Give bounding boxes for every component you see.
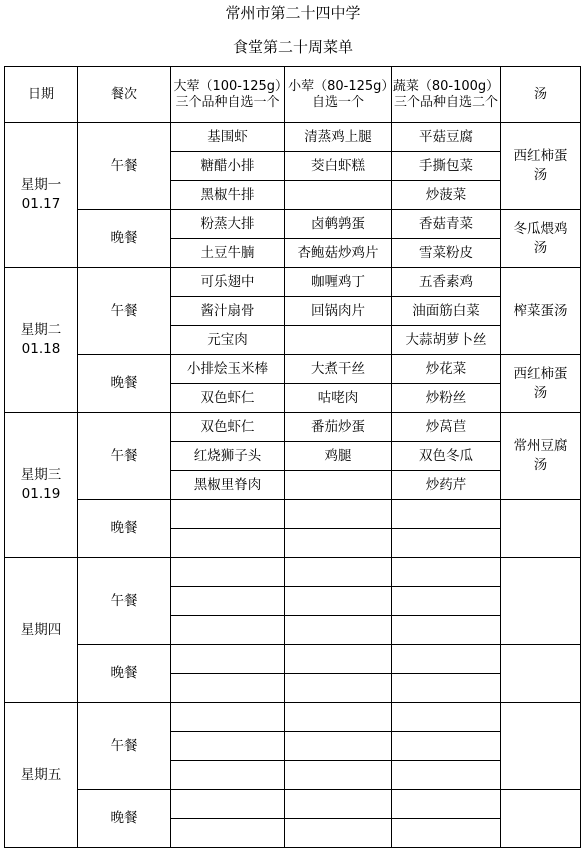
header-soup: 汤 <box>501 67 581 123</box>
meal-label: 晚餐 <box>78 355 171 413</box>
day-date: 01.18 <box>21 341 61 357</box>
dish-vegetable: 双色冬瓜 <box>392 442 501 471</box>
day-label: 星期五 <box>20 766 62 783</box>
dish-vegetable <box>392 790 501 819</box>
dish-small-meat: 番茄炒蛋 <box>285 413 392 442</box>
dish-big-meat: 黑椒牛排 <box>171 181 285 210</box>
soup-cell: 西红柿蛋汤 <box>501 355 581 413</box>
day-cell <box>5 268 78 413</box>
dish-small-meat: 咕咾肉 <box>285 384 392 413</box>
dish-small-meat <box>285 790 392 819</box>
dish-vegetable: 香菇青菜 <box>392 210 501 239</box>
dish-small-meat <box>285 732 392 761</box>
meal-label: 午餐 <box>78 703 171 790</box>
dish-vegetable <box>392 529 501 558</box>
dish-vegetable <box>392 645 501 674</box>
dish-vegetable <box>392 819 501 848</box>
dish-small-meat <box>285 703 392 732</box>
meal-label: 午餐 <box>78 413 171 500</box>
dish-small-meat: 鸡腿 <box>285 442 392 471</box>
dish-big-meat <box>171 500 285 529</box>
dish-small-meat: 茭白虾糕 <box>285 152 392 181</box>
dish-small-meat <box>285 645 392 674</box>
day-cell <box>5 123 78 268</box>
header-big-meat: 大荤（100-125g）三个品种自选一个 <box>171 67 285 123</box>
dish-vegetable: 炒莴苣 <box>392 413 501 442</box>
soup-cell: 榨菜蛋汤 <box>501 268 581 355</box>
dish-vegetable <box>392 616 501 645</box>
table-row <box>5 413 581 442</box>
table-row <box>5 703 581 732</box>
menu-body <box>5 123 581 848</box>
table-row <box>5 210 581 239</box>
dish-vegetable: 平菇豆腐 <box>392 123 501 152</box>
dish-vegetable: 炒药芹 <box>392 471 501 500</box>
dish-small-meat <box>285 616 392 645</box>
dish-big-meat <box>171 761 285 790</box>
soup-cell: 常州豆腐汤 <box>501 413 581 500</box>
dish-small-meat: 杏鲍菇炒鸡片 <box>285 239 392 268</box>
dish-vegetable: 油面筋白菜 <box>392 297 501 326</box>
soup-cell <box>501 645 581 703</box>
meal-label: 午餐 <box>78 123 171 210</box>
menu-subtitle: 食堂第二十周菜单 <box>232 38 353 56</box>
dish-small-meat <box>285 471 392 500</box>
dish-big-meat: 双色虾仁 <box>171 384 285 413</box>
dish-vegetable: 五香素鸡 <box>392 268 501 297</box>
table-row <box>5 790 581 819</box>
dish-small-meat: 清蒸鸡上腿 <box>285 123 392 152</box>
dish-vegetable <box>392 500 501 529</box>
day-cell <box>5 413 78 558</box>
header-meal: 餐次 <box>78 67 171 123</box>
day-cell <box>5 703 78 848</box>
dish-small-meat: 回锅肉片 <box>285 297 392 326</box>
table-row <box>5 558 581 587</box>
meal-label: 晚餐 <box>78 790 171 848</box>
dish-small-meat <box>285 326 392 355</box>
dish-vegetable: 手撕包菜 <box>392 152 501 181</box>
meal-label: 午餐 <box>78 558 171 645</box>
dish-small-meat <box>285 529 392 558</box>
soup-cell: 西红柿蛋汤 <box>501 123 581 210</box>
dish-vegetable: 大蒜胡萝卜丝 <box>392 326 501 355</box>
dish-small-meat <box>285 500 392 529</box>
table-row <box>5 355 581 384</box>
dish-vegetable: 炒粉丝 <box>392 384 501 413</box>
dish-big-meat <box>171 529 285 558</box>
dish-small-meat: 大煮干丝 <box>285 355 392 384</box>
dish-big-meat: 粉蒸大排 <box>171 210 285 239</box>
day-label: 星期三 <box>20 467 62 483</box>
soup-cell: 冬瓜煨鸡汤 <box>501 210 581 268</box>
dish-vegetable <box>392 732 501 761</box>
day-cell <box>5 558 78 703</box>
dish-vegetable: 炒菠菜 <box>392 181 501 210</box>
dish-big-meat <box>171 645 285 674</box>
dish-big-meat: 元宝肉 <box>171 326 285 355</box>
dish-big-meat <box>171 587 285 616</box>
dish-vegetable <box>392 587 501 616</box>
dish-big-meat <box>171 819 285 848</box>
dish-small-meat <box>285 674 392 703</box>
table-row <box>5 268 581 297</box>
header-vegetable: 蔬菜（80-100g）三个品种自选二个 <box>392 67 501 123</box>
dish-small-meat <box>285 558 392 587</box>
day-label: 星期四 <box>20 621 62 638</box>
meal-label: 晚餐 <box>78 645 171 703</box>
dish-big-meat: 土豆牛腩 <box>171 239 285 268</box>
dish-big-meat: 小排烩玉米棒 <box>171 355 285 384</box>
header-small-meat: 小荤（80-125g）自选一个 <box>285 67 392 123</box>
dish-vegetable <box>392 558 501 587</box>
dish-vegetable <box>392 674 501 703</box>
dish-big-meat <box>171 674 285 703</box>
dish-big-meat: 酱汁扇骨 <box>171 297 285 326</box>
menu-table <box>4 66 581 848</box>
soup-cell <box>501 790 581 848</box>
soup-cell <box>501 558 581 645</box>
table-row <box>5 123 581 152</box>
dish-big-meat: 糖醋小排 <box>171 152 285 181</box>
dish-big-meat <box>171 790 285 819</box>
day-date: 01.17 <box>21 196 61 212</box>
meal-label: 晚餐 <box>78 210 171 268</box>
table-row <box>5 500 581 529</box>
dish-vegetable: 炒花菜 <box>392 355 501 384</box>
dish-big-meat <box>171 703 285 732</box>
dish-big-meat: 可乐翅中 <box>171 268 285 297</box>
soup-cell <box>501 703 581 790</box>
dish-small-meat <box>285 761 392 790</box>
dish-big-meat: 基围虾 <box>171 123 285 152</box>
dish-small-meat: 卤鹌鹑蛋 <box>285 210 392 239</box>
dish-vegetable: 雪菜粉皮 <box>392 239 501 268</box>
dish-big-meat: 黑椒里脊肉 <box>171 471 285 500</box>
dish-big-meat: 红烧狮子头 <box>171 442 285 471</box>
dish-small-meat <box>285 181 392 210</box>
dish-small-meat <box>285 587 392 616</box>
dish-big-meat <box>171 558 285 587</box>
meal-label: 晚餐 <box>78 500 171 558</box>
dish-big-meat <box>171 616 285 645</box>
dish-small-meat <box>285 819 392 848</box>
dish-big-meat <box>171 732 285 761</box>
dish-vegetable <box>392 703 501 732</box>
header-date: 日期 <box>5 67 78 123</box>
day-date: 01.19 <box>21 486 61 502</box>
meal-label: 午餐 <box>78 268 171 355</box>
soup-cell <box>501 500 581 558</box>
table-row <box>5 645 581 674</box>
school-title: 常州市第二十四中学 <box>225 4 361 22</box>
dish-small-meat: 咖喱鸡丁 <box>285 268 392 297</box>
day-label: 星期一 <box>20 177 62 193</box>
dish-vegetable <box>392 761 501 790</box>
dish-big-meat: 双色虾仁 <box>171 413 285 442</box>
day-label: 星期二 <box>20 322 62 338</box>
